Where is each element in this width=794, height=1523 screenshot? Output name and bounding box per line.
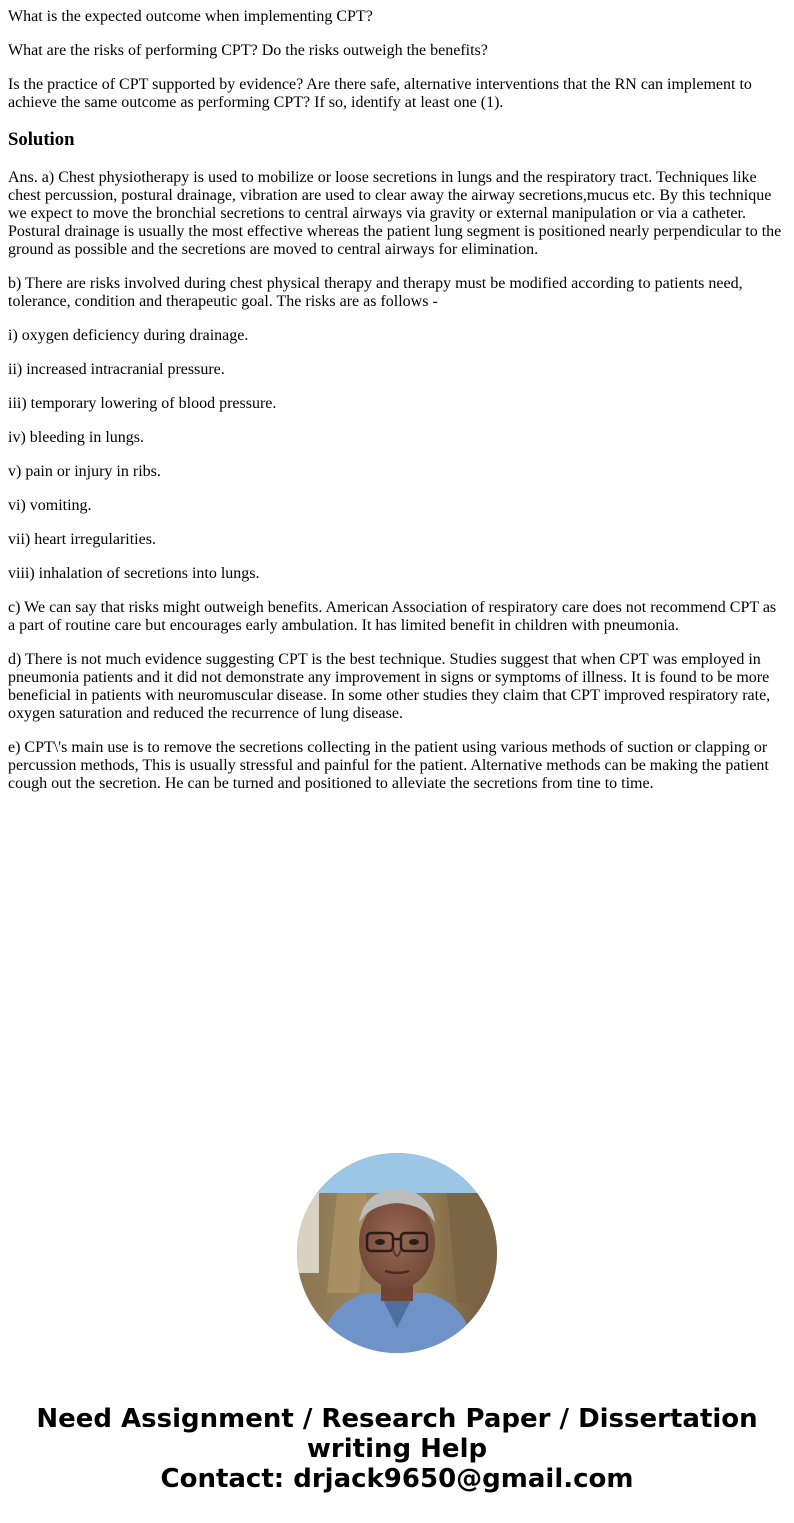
promo-contact: Contact: drjack9650@gmail.com bbox=[160, 1464, 634, 1494]
risk-item: i) oxygen deficiency during drainage. bbox=[8, 327, 249, 344]
question-2: What are the risks of performing CPT? Do the risks outweigh the benefits? bbox=[8, 42, 488, 59]
question-3: Is the practice of CPT supported by evidence? Are there safe, alternative interventions that the RN can implement to achieve the same outcome as performing CPT? If so, identify at least one (1). bbox=[8, 76, 752, 111]
promo-line-2: writing Help bbox=[306, 1434, 488, 1464]
risk-item: iv) bleeding in lungs. bbox=[8, 429, 144, 446]
answer-a: Ans. a) Chest physiotherapy is used to mobilize or loose secretions in lungs and the respiratory tract. Techniques like chest percussion, postural drainage, vibration are used to clear away the airway secretions,mucus etc. By this technique we expect to move the bronchial secretions to central airways via gravity or external manipulation or via a catheter. Postural drainage is usually the most effective whereas the patient lung segment is positioned nearly perpendicular to the ground as possible and the secretions are moved to central airways for elimination. bbox=[8, 169, 782, 258]
answer-c: c) We can say that risks might outweigh benefits. American Association of respiratory care does not recommend CPT as a part of routine care but encourages early ambulation. It has limited benefit in children with pneumonia. bbox=[8, 599, 777, 634]
promo-line-1: Need Assignment / Research Paper / Dissertation bbox=[36, 1404, 758, 1434]
risk-item: ii) increased intracranial pressure. bbox=[8, 361, 225, 378]
risk-item: vii) heart irregularities. bbox=[8, 531, 156, 548]
risk-item: iii) temporary lowering of blood pressure. bbox=[8, 395, 277, 412]
answer-e: e) CPT\'s main use is to remove the secretions collecting in the patient using various methods of suction or clapping or percussion methods, This is usually stressful and painful for the patient. Alternative methods can be making the patient cough out the secretion. He can be turned and positioned to alleviate the secretions from tine to time. bbox=[8, 739, 769, 792]
risk-item: vi) vomiting. bbox=[8, 497, 92, 514]
solution-heading: Solution bbox=[8, 129, 75, 150]
answer-b-intro: b) There are risks involved during chest physical therapy and therapy must be modified according to patients need, tolerance, condition and therapeutic goal. The risks are as follows - bbox=[8, 275, 743, 310]
risk-item: v) pain or injury in ribs. bbox=[8, 463, 161, 480]
answer-d: d) There is not much evidence suggesting CPT is the best technique. Studies suggest that when CPT was employed in pneumonia patients and it did not demonstrate any improvement in signs or symptoms of illness. It is found to be more beneficial in patients with neuromuscular disease. In some other studies they claim that CPT improved respiratory rate, oxygen saturation and reduced the recurrence of lung disease. bbox=[8, 651, 771, 722]
document-body bbox=[8, 0, 784, 809]
avatar-portrait-image bbox=[297, 1153, 497, 1353]
promo-banner bbox=[0, 1404, 794, 1494]
avatar bbox=[297, 1153, 497, 1353]
risk-item: viii) inhalation of secretions into lungs. bbox=[8, 565, 260, 582]
question-1: What is the expected outcome when implementing CPT? bbox=[8, 8, 373, 25]
